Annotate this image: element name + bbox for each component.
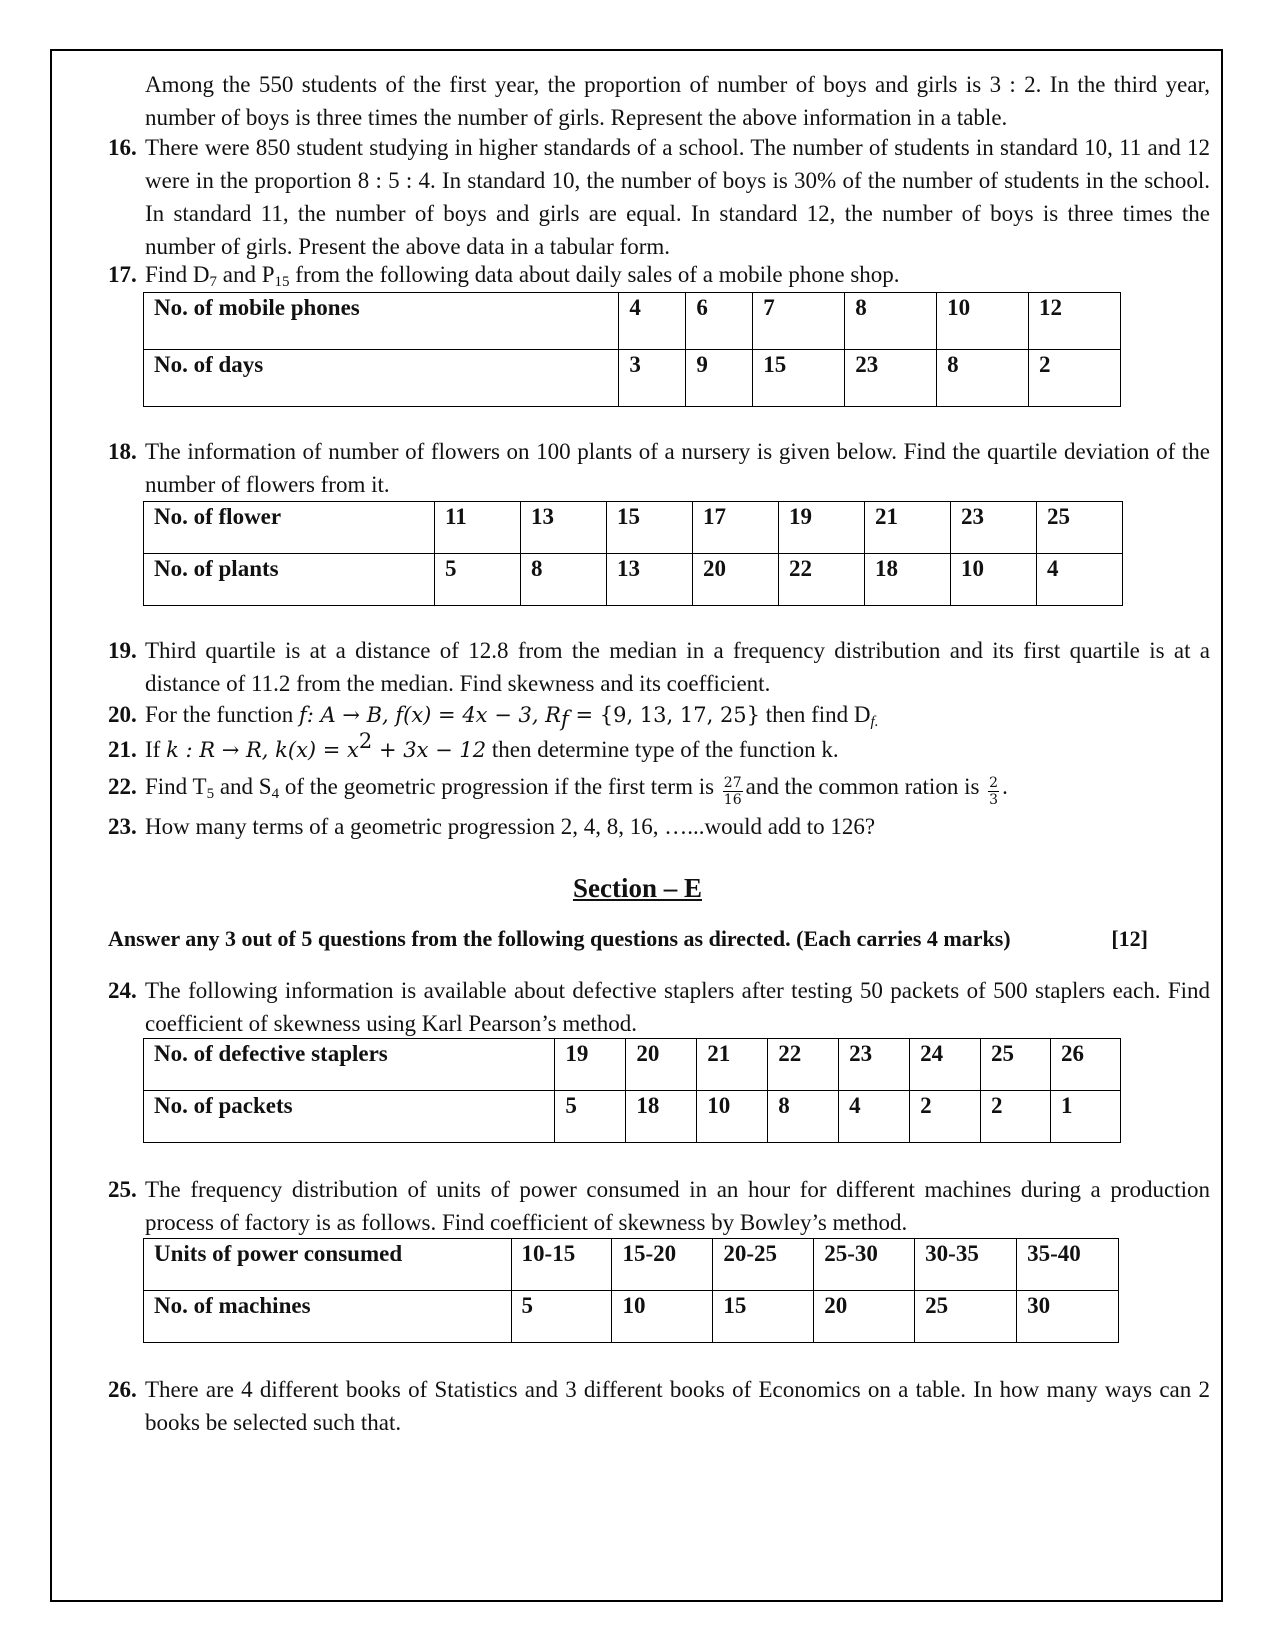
section-instruction: [108, 924, 1148, 954]
table-cell: 1: [1050, 1091, 1120, 1143]
subscript: 15: [274, 274, 290, 290]
table-cell: 6: [686, 293, 753, 350]
flower-plants-table: [143, 501, 1123, 606]
fraction-numerator: 27: [723, 775, 742, 791]
question-text: There were 850 student studying in higher standards of a school. The number of students in standard 10, 11 and 12 were in the proportion 8 : 5 : 4. In standard 10, the number of boys is 30% of the number of students in the school. In standard 11, the number of boys and girls are equal. In standard 12, the number of boys is three times the number of girls. Present the above data in a tabular form.: [145, 135, 1210, 259]
question-number: 24.: [108, 978, 137, 1003]
question-19: [108, 634, 1210, 700]
fraction-numerator: 2: [989, 775, 999, 791]
question-18: [108, 435, 1210, 501]
question-text: and P: [217, 262, 275, 287]
question-text: from the following data about daily sales of a mobile phone shop.: [289, 262, 900, 287]
table-cell: 10: [937, 293, 1029, 350]
question-text: The frequency distribution of units of power consumed in an hour for different machines during a production process of factory is as follows. Find coefficient of skewness by Bowley’s method.: [145, 1177, 1210, 1235]
table-cell: 23: [839, 1039, 910, 1091]
subscript: f.: [870, 714, 879, 730]
table-row-label: No. of packets: [144, 1091, 555, 1143]
question-number: 16.: [108, 135, 137, 160]
table-cell: 25: [1037, 502, 1123, 554]
table-cell: 2: [981, 1091, 1051, 1143]
table-cell: 13: [607, 554, 693, 606]
table-cell: 4: [619, 293, 686, 350]
question-23: [108, 810, 1210, 843]
table-cell: 23: [845, 350, 937, 407]
math-expression: k : R → R, k(x) = x: [166, 738, 359, 762]
defective-staplers-table: [143, 1038, 1121, 1143]
table-cell: 10: [612, 1291, 713, 1343]
question-20: [108, 698, 1210, 732]
question-25: [108, 1173, 1210, 1239]
table-cell: 21: [697, 1039, 768, 1091]
question-number: 18.: [108, 439, 137, 464]
table-row-label: No. of machines: [144, 1291, 512, 1343]
table-cell: 20-25: [713, 1239, 814, 1291]
question-text: Find D: [145, 262, 210, 287]
fraction-first-term: [723, 775, 743, 808]
subscript: 5: [206, 786, 215, 802]
section-marks: [12]: [1111, 926, 1148, 951]
table-cell: 10: [951, 554, 1037, 606]
table-cell: 30-35: [915, 1239, 1017, 1291]
question-number: 26.: [108, 1377, 137, 1402]
table-row-label: No. of flower: [144, 502, 435, 554]
fraction-common-ratio: [988, 775, 999, 808]
table-row-label: No. of mobile phones: [144, 293, 619, 350]
question-number: 19.: [108, 638, 137, 663]
section-title: Section – E: [572, 873, 702, 903]
question-text: The following information is available about defective staplers after testing 50 packets of 500 staplers each. Find coefficient of skewness using Karl Pearson’s method.: [145, 978, 1210, 1036]
superscript: 2: [358, 729, 373, 753]
table-cell: 20: [626, 1039, 697, 1091]
table-cell: 18: [626, 1091, 697, 1143]
mobile-sales-table: [143, 292, 1121, 407]
table-cell: 3: [619, 350, 686, 407]
table-cell: 25: [981, 1039, 1051, 1091]
table-cell: 10: [697, 1091, 768, 1143]
table-cell: 18: [865, 554, 951, 606]
table-cell: 19: [555, 1039, 626, 1091]
table-cell: 20: [814, 1291, 915, 1343]
table-cell: 10-15: [511, 1239, 612, 1291]
table-cell: 4: [839, 1091, 910, 1143]
question-text: .: [1002, 774, 1008, 799]
question-22: [108, 770, 1210, 808]
question-text: Third quartile is at a distance of 12.8 from the median in a frequency distribution and its first quartile is at a distance of 11.2 from the median. Find skewness and its coefficient.: [145, 638, 1210, 696]
table-cell: 21: [865, 502, 951, 554]
table-cell: 8: [521, 554, 607, 606]
math-expression: = {9, 13, 17, 25}: [568, 703, 761, 727]
question-number: 20.: [108, 702, 137, 727]
table-cell: 35-40: [1017, 1239, 1119, 1291]
table-cell: 25-30: [814, 1239, 915, 1291]
table-cell: 20: [693, 554, 779, 606]
question-text: If: [145, 737, 167, 762]
table-cell: 30: [1017, 1291, 1119, 1343]
question-text: The information of number of flowers on 100 plants of a nursery is given below. Find the quartile deviation of the number of flowers from it.: [145, 439, 1210, 497]
table-cell: 2: [910, 1091, 981, 1143]
table-cell: 15: [607, 502, 693, 554]
table-cell: 19: [779, 502, 865, 554]
question-24: [108, 974, 1210, 1040]
question-text: then find D: [760, 702, 871, 727]
table-cell: 22: [779, 554, 865, 606]
fraction-denominator: 16: [723, 792, 742, 808]
table-cell: 2: [1029, 350, 1121, 407]
question-number: 17.: [108, 262, 137, 287]
question-text: and S: [214, 774, 272, 799]
table-cell: 15: [713, 1291, 814, 1343]
subscript: f: [561, 707, 569, 731]
table-cell: 5: [435, 554, 521, 606]
table-cell: 9: [686, 350, 753, 407]
table-cell: 11: [435, 502, 521, 554]
table-cell: 15: [753, 350, 845, 407]
question-17: [108, 258, 1210, 291]
table-cell: 7: [753, 293, 845, 350]
power-consumption-table: [143, 1238, 1119, 1343]
question-number: 21.: [108, 737, 137, 762]
table-cell: 5: [511, 1291, 612, 1343]
table-cell: 8: [937, 350, 1029, 407]
table-cell: 24: [910, 1039, 981, 1091]
table-row-label: Units of power consumed: [144, 1239, 512, 1291]
subscript: 4: [271, 786, 280, 802]
table-row-label: No. of days: [144, 350, 619, 407]
instruction-text: Answer any 3 out of 5 questions from the following questions as directed. (Each carries 4 marks): [108, 926, 1011, 951]
table-cell: 25: [915, 1291, 1017, 1343]
question-26: [108, 1373, 1210, 1439]
table-cell: 8: [768, 1091, 839, 1143]
question-number: 25.: [108, 1177, 137, 1202]
question-text: of the geometric progression if the first term is: [279, 774, 715, 799]
question-text: then determine type of the function k.: [486, 737, 839, 762]
math-expression: f: A → B, f(x) = 4x − 3, R: [298, 703, 561, 727]
table-cell: 23: [951, 502, 1037, 554]
table-row-label: No. of defective staplers: [144, 1039, 555, 1091]
table-cell: 13: [521, 502, 607, 554]
question-text: and the common ration is: [745, 774, 980, 799]
question-21: [108, 729, 1210, 767]
question-text: How many terms of a geometric progression 2, 4, 8, 16, …...would add to 126?: [145, 814, 876, 839]
question-text: There are 4 different books of Statistics and 3 different books of Economics on a table. In how many ways can 2 books be selected such that.: [145, 1377, 1210, 1435]
table-cell: 4: [1037, 554, 1123, 606]
question-15-continuation: Among the 550 students of the first year, the proportion of number of boys and girls is 3 : 2. In the third year, number of boys is three times the number of girls. Represent the above information in a table.: [145, 72, 1210, 130]
table-cell: 26: [1050, 1039, 1120, 1091]
question-16: [108, 131, 1210, 263]
table-cell: 17: [693, 502, 779, 554]
question-text: For the function: [145, 702, 299, 727]
table-cell: 5: [555, 1091, 626, 1143]
table-cell: 12: [1029, 293, 1121, 350]
math-expression: + 3x − 12: [372, 738, 487, 762]
fraction-denominator: 3: [989, 792, 999, 808]
question-number: 22.: [108, 774, 137, 799]
table-cell: 22: [768, 1039, 839, 1091]
subscript: 7: [209, 274, 218, 290]
question-number: 23.: [108, 814, 137, 839]
table-cell: 15-20: [612, 1239, 713, 1291]
table-row-label: No. of plants: [144, 554, 435, 606]
table-cell: 8: [845, 293, 937, 350]
question-text: Find T: [145, 774, 207, 799]
